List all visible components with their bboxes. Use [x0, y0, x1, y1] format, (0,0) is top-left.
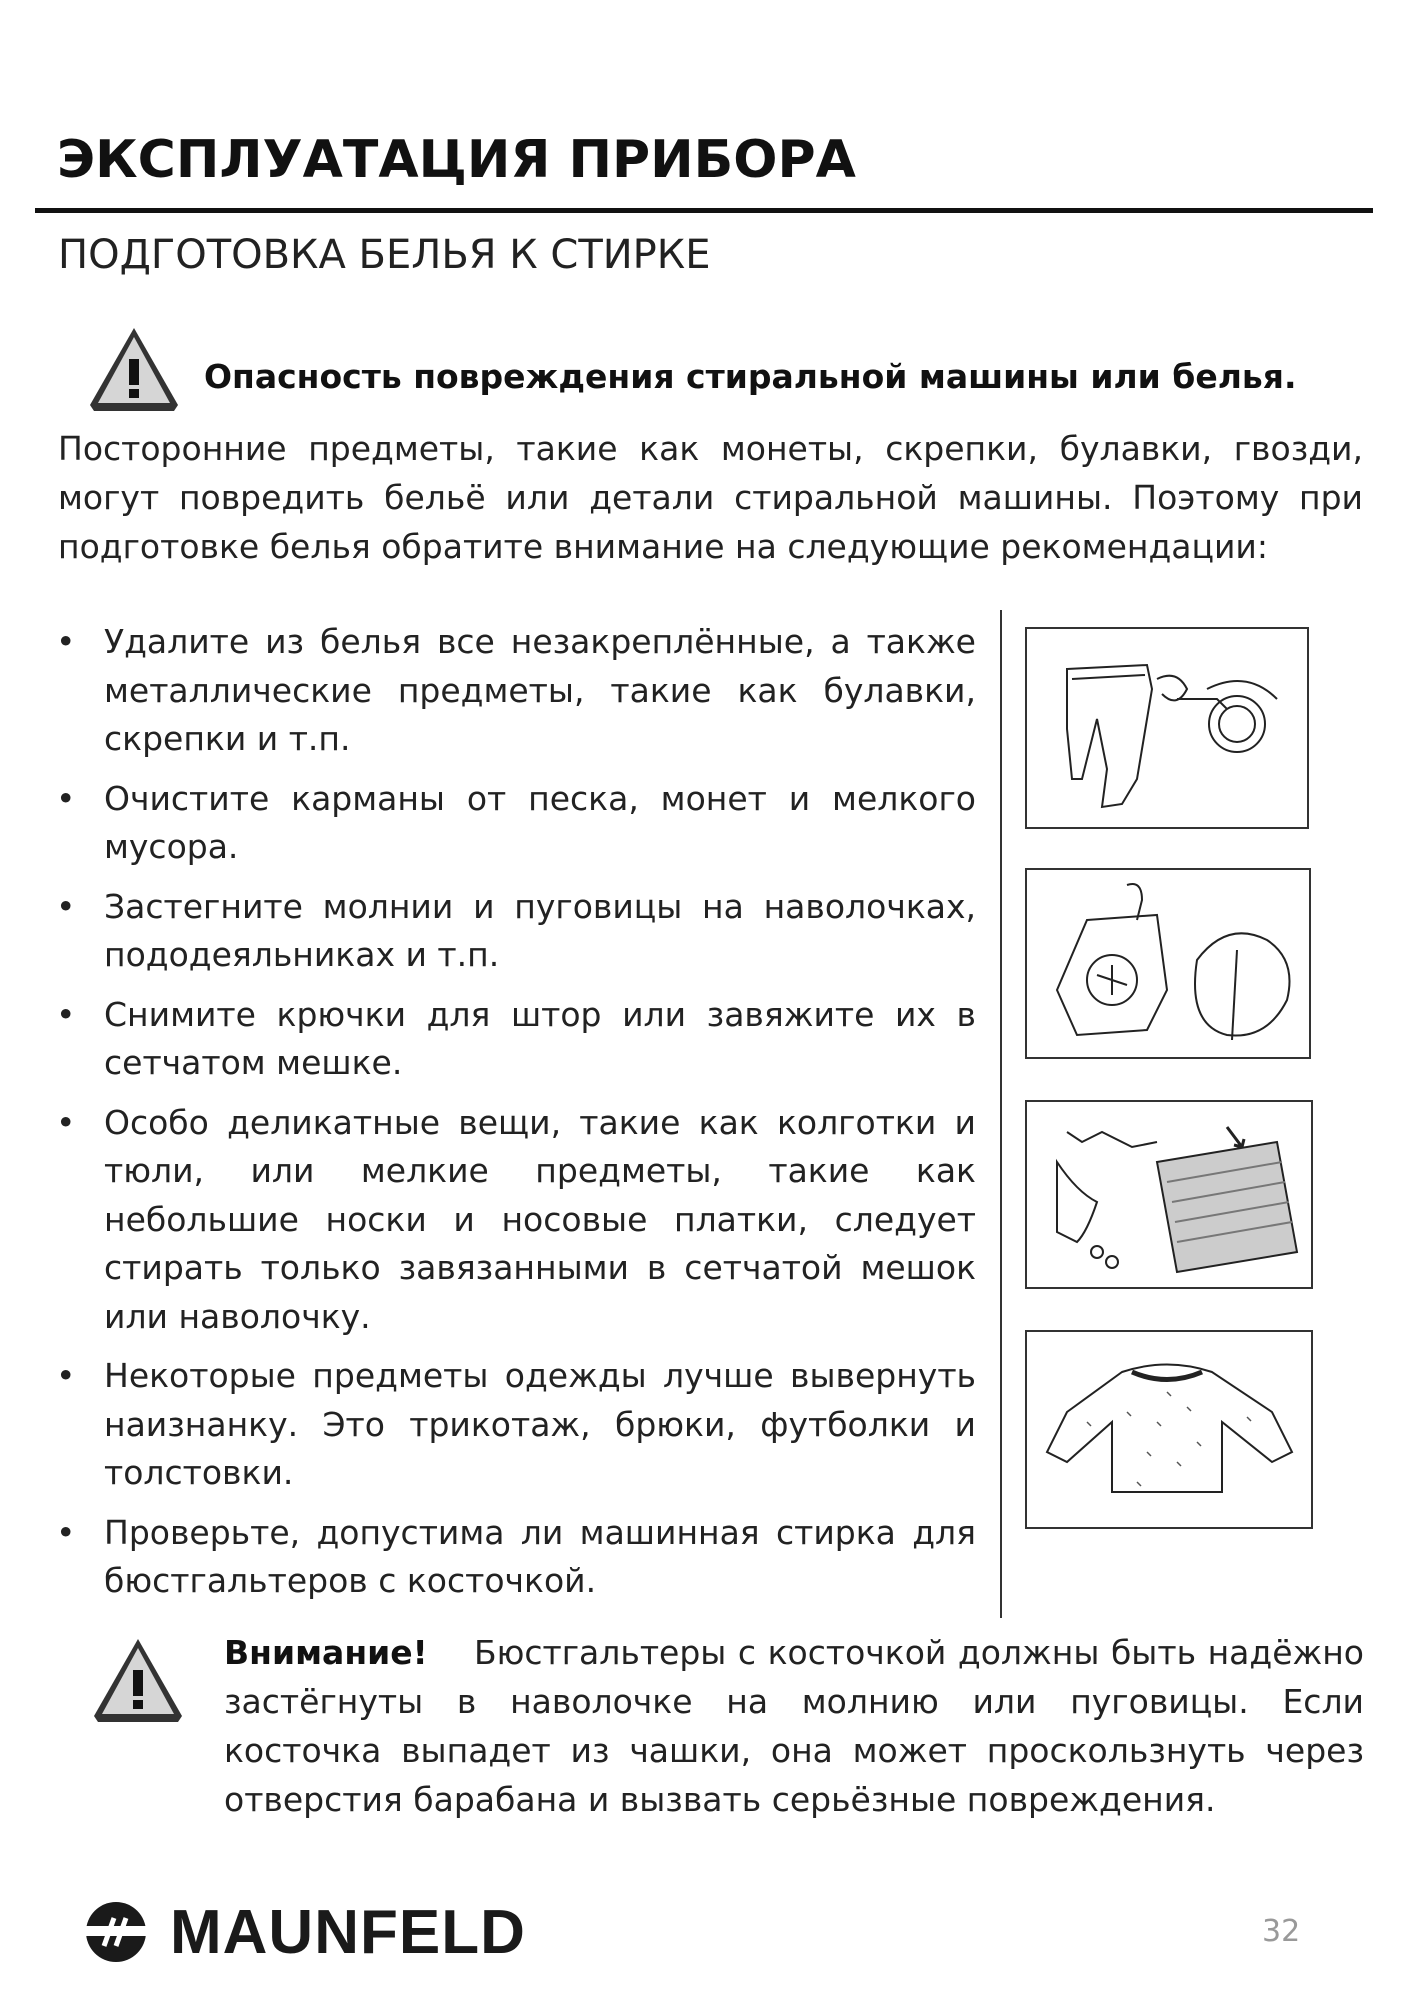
- bullet-marker: •: [56, 778, 76, 818]
- list-item: [50, 883, 976, 980]
- warning-triangle-icon: [84, 325, 184, 415]
- maunfeld-logo-icon: [76, 1900, 156, 1964]
- bullet-marker: •: [56, 1356, 76, 1395]
- list-item-text: Удалите из белья все незакреплённые, а также металлические предметы, такие как булавки, скрепки и т.п.: [104, 622, 976, 758]
- bullet-marker: •: [56, 1102, 76, 1142]
- list-item-text: Особо деликатные вещи, такие как колготки и тюли, или мелкие предметы, такие как небольшие носки и носовые платки, следует стирать только завязанными в сетчатой мешок или наволочку.: [104, 1102, 976, 1336]
- bullet-marker: •: [56, 994, 76, 1034]
- bullet-marker: •: [56, 886, 76, 926]
- damage-warning-text: Опасность повреждения стиральной машины или белья.: [204, 357, 1297, 396]
- list-item-text: Проверьте, допустима ли машинная стирка для бюстгальтеров с косточкой.: [104, 1512, 976, 1600]
- list-item: [50, 1099, 976, 1342]
- page-number: 32: [1262, 1914, 1301, 1949]
- list-item: [50, 1509, 976, 1606]
- recommendations-list: [50, 618, 976, 1617]
- illustration-inside-out-sweater: [1025, 1330, 1313, 1529]
- bra-warning-text: Бюстгальтеры с косточкой должны быть надёжно застёгнуты в наволочке на молнию или пуговицы. Если косточка выпадет из чашки, она может проскользнуть через отверстия барабана и вызвать серьёзные повреждения.: [224, 1633, 1365, 1819]
- bra-warning-paragraph: [224, 1628, 1364, 1824]
- list-item: [50, 775, 976, 872]
- intro-paragraph: Посторонние предметы, такие как монеты, скрепки, булавки, гвозди, могут повредить бельё или детали стиральной машины. Поэтому при подготовке белья обратите внимание на следующие рекомендации:: [58, 429, 1363, 566]
- list-item-text: Очистите карманы от песка, монет и мелкого мусора.: [104, 778, 976, 866]
- brand-logo: [76, 1897, 526, 1967]
- column-divider: [1000, 610, 1002, 1618]
- attention-label: Внимание!: [224, 1633, 428, 1672]
- list-item: [50, 1352, 976, 1498]
- illustration-fastened-pillowcase: [1025, 868, 1311, 1059]
- list-item: [50, 618, 976, 764]
- list-item: [50, 991, 976, 1088]
- title-divider: [35, 208, 1373, 213]
- list-item-text: Застегните молнии и пуговицы на наволочках, пододеяльниках и т.п.: [104, 886, 976, 974]
- section-title: ПОДГОТОВКА БЕЛЬЯ К СТИРКЕ: [58, 232, 711, 278]
- illustration-pants-pockets: [1025, 627, 1309, 829]
- bullet-marker: •: [56, 622, 76, 661]
- bullet-marker: •: [56, 1512, 76, 1552]
- list-item-text: Некоторые предметы одежды лучше вывернуть наизнанку. Это трикотаж, брюки, футболки и толстовки.: [104, 1356, 976, 1492]
- list-item-text: Снимите крючки для штор или завяжите их в сетчатом мешке.: [104, 994, 976, 1082]
- brand-name: MAUNFELD: [170, 1897, 526, 1967]
- page-title: ЭКСПЛУАТАЦИЯ ПРИБОРА: [57, 130, 856, 190]
- warning-triangle-icon: [88, 1636, 188, 1726]
- illustration-mesh-laundry-bag: [1025, 1100, 1313, 1289]
